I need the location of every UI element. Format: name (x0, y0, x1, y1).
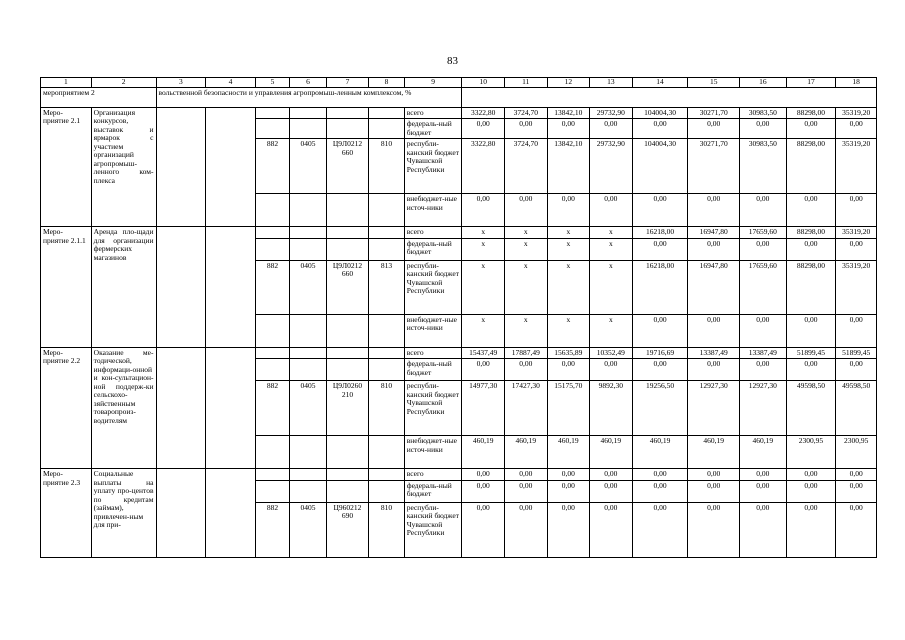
column-number: 10 (462, 78, 505, 88)
year-value: 0,00 (632, 469, 688, 481)
year-value: х (505, 260, 548, 314)
measure-id: Меро-приятие 2.1 (41, 107, 92, 227)
column-number: 8 (369, 78, 404, 88)
column-number: 9 (404, 78, 462, 88)
column-number: 3 (156, 78, 206, 88)
grbs-code (255, 107, 289, 119)
year-value: 16218,00 (632, 227, 688, 239)
year-value: 0,00 (740, 119, 787, 139)
column-number: 18 (836, 78, 877, 88)
measure-name: Организация конкурсов, выставок и ярмарок с участием организаций агропромыш-ленного ком-плекса (91, 107, 156, 227)
section-code (290, 436, 326, 469)
blank-cell (462, 87, 877, 107)
year-value: 13387,49 (688, 347, 740, 359)
year-value: х (590, 260, 633, 314)
funding-source: федераль-ный бюджет (404, 119, 462, 139)
measure-name: Аренда пло-щади для организации фермерских магазинов (91, 227, 156, 348)
year-value: 0,00 (590, 359, 633, 381)
year-value: 0,00 (632, 502, 688, 557)
year-value: 0,00 (740, 194, 787, 227)
year-value: 0,00 (836, 480, 877, 502)
year-value: 0,00 (836, 359, 877, 381)
year-value: 35319,20 (836, 260, 877, 314)
section-code: 0405 (290, 139, 326, 194)
grbs-code (255, 119, 289, 139)
blank-cell (156, 347, 206, 469)
expense-type-code (369, 480, 404, 502)
year-value: 16947,80 (688, 260, 740, 314)
section-code (290, 194, 326, 227)
year-value: х (462, 227, 505, 239)
column-number: 13 (590, 78, 633, 88)
section-code (290, 238, 326, 260)
grbs-code (255, 469, 289, 481)
blank-cell (156, 469, 206, 558)
year-value: 0,00 (688, 314, 740, 347)
year-value: 35319,20 (836, 227, 877, 239)
year-value: 29732,90 (590, 107, 633, 119)
year-value: 0,00 (688, 502, 740, 557)
year-value: 0,00 (590, 119, 633, 139)
expense-type-code (369, 314, 404, 347)
year-value: 0,00 (505, 359, 548, 381)
year-value: 2300,95 (786, 436, 836, 469)
column-number: 16 (740, 78, 787, 88)
funding-source: федераль-ный бюджет (404, 359, 462, 381)
year-value: 49598,50 (836, 381, 877, 436)
funding-source: внебюджет-ные источ-ники (404, 194, 462, 227)
year-value: 0,00 (505, 119, 548, 139)
funding-source: республи-канский бюджет Чувашской Республики (404, 139, 462, 194)
year-value: 0,00 (632, 314, 688, 347)
year-value: 0,00 (547, 502, 590, 557)
year-value: 460,19 (632, 436, 688, 469)
year-value: 3724,70 (505, 107, 548, 119)
year-value: х (590, 227, 633, 239)
section-code: 0405 (290, 502, 326, 557)
funding-source: республи-канский бюджет Чувашской Республики (404, 260, 462, 314)
year-value: 0,00 (462, 480, 505, 502)
year-value: х (547, 260, 590, 314)
year-value: х (505, 238, 548, 260)
column-number: 17 (786, 78, 836, 88)
year-value: 0,00 (740, 469, 787, 481)
grbs-code: 882 (255, 381, 289, 436)
year-value: 0,00 (740, 502, 787, 557)
year-value: 35319,20 (836, 107, 877, 119)
blank-cell (206, 227, 256, 348)
year-value: 49598,50 (786, 381, 836, 436)
target-article-code: Ц960212 690 (326, 502, 369, 557)
blank-cell (206, 107, 256, 227)
funding-source: всего (404, 347, 462, 359)
funding-source: республи-канский бюджет Чувашской Республики (404, 381, 462, 436)
measure-id: Меро-приятие 2.3 (41, 469, 92, 558)
expense-type-code: 813 (369, 260, 404, 314)
year-value: 0,00 (688, 238, 740, 260)
expense-type-code: 810 (369, 381, 404, 436)
column-number: 5 (255, 78, 289, 88)
year-value: 29732,90 (590, 139, 633, 194)
year-value: х (505, 227, 548, 239)
section-code: 0405 (290, 381, 326, 436)
target-article-code (326, 194, 369, 227)
year-value: 0,00 (786, 119, 836, 139)
year-value: 0,00 (688, 480, 740, 502)
year-value: 0,00 (740, 359, 787, 381)
section-code (290, 314, 326, 347)
page-number: 83 (447, 55, 458, 67)
year-value: 0,00 (688, 194, 740, 227)
year-value: 16218,00 (632, 260, 688, 314)
year-value: 0,00 (505, 469, 548, 481)
grbs-code (255, 359, 289, 381)
funding-source: федераль-ный бюджет (404, 480, 462, 502)
year-value: 19256,50 (632, 381, 688, 436)
year-value: 30983,50 (740, 107, 787, 119)
column-number: 4 (206, 78, 256, 88)
year-value: 0,00 (547, 480, 590, 502)
section-code (290, 107, 326, 119)
year-value: 0,00 (505, 502, 548, 557)
expense-type-code (369, 238, 404, 260)
year-value: х (462, 238, 505, 260)
table-row (41, 469, 877, 481)
year-value: 30271,70 (688, 107, 740, 119)
year-value: 460,19 (740, 436, 787, 469)
expense-type-code (369, 227, 404, 239)
column-number: 6 (290, 78, 326, 88)
table-row (41, 347, 877, 359)
blank-cell (156, 107, 206, 227)
target-article-code (326, 469, 369, 481)
year-value: 0,00 (836, 194, 877, 227)
year-value: 0,00 (688, 469, 740, 481)
funding-source: федераль-ный бюджет (404, 238, 462, 260)
year-value: 0,00 (786, 502, 836, 557)
year-value: 15635,89 (547, 347, 590, 359)
measure-id: Меро-приятие 2.1.1 (41, 227, 92, 348)
year-value: 0,00 (786, 314, 836, 347)
target-article-code (326, 107, 369, 119)
expense-type-code (369, 469, 404, 481)
year-value: 10352,49 (590, 347, 633, 359)
continuation-measure: мероприятием 2 (41, 87, 157, 107)
year-value: 0,00 (786, 469, 836, 481)
year-value: 12927,30 (688, 381, 740, 436)
grbs-code (255, 480, 289, 502)
target-article-code (326, 314, 369, 347)
target-article-code (326, 119, 369, 139)
year-value: 0,00 (740, 480, 787, 502)
year-value: 0,00 (836, 238, 877, 260)
section-code (290, 119, 326, 139)
year-value: 17659,60 (740, 227, 787, 239)
year-value: х (462, 314, 505, 347)
year-value: 88298,00 (786, 107, 836, 119)
expense-type-code (369, 347, 404, 359)
section-code: 0405 (290, 260, 326, 314)
year-value: 0,00 (547, 119, 590, 139)
grbs-code: 882 (255, 139, 289, 194)
year-value: 13387,49 (740, 347, 787, 359)
year-value: 0,00 (688, 359, 740, 381)
target-article-code (326, 227, 369, 239)
target-article-code (326, 238, 369, 260)
measure-name: Социальные выплаты на уплату про-центов по кредитам (займам), привлечен-ным для при- (91, 469, 156, 558)
funding-source: республи-канский бюджет Чувашской Республики (404, 502, 462, 557)
year-value: 15175,70 (547, 381, 590, 436)
year-value: 88298,00 (786, 139, 836, 194)
target-article-code (326, 359, 369, 381)
section-code (290, 480, 326, 502)
blank-cell (156, 227, 206, 348)
column-number: 7 (326, 78, 369, 88)
year-value: 9892,30 (590, 381, 633, 436)
year-value: 17887,49 (505, 347, 548, 359)
grbs-code (255, 347, 289, 359)
year-value: 460,19 (505, 436, 548, 469)
year-value: 0,00 (590, 469, 633, 481)
section-code (290, 359, 326, 381)
year-value: 0,00 (462, 359, 505, 381)
year-value: 104004,30 (632, 107, 688, 119)
year-value: 0,00 (740, 238, 787, 260)
year-value: х (547, 314, 590, 347)
section-code (290, 347, 326, 359)
year-value: 0,00 (547, 359, 590, 381)
grbs-code: 882 (255, 260, 289, 314)
column-number-row (41, 78, 877, 88)
year-value: 13842,10 (547, 107, 590, 119)
year-value: 30983,50 (740, 139, 787, 194)
year-value: 0,00 (740, 314, 787, 347)
target-article-code: Ц9Л0260 210 (326, 381, 369, 436)
expense-type-code (369, 119, 404, 139)
grbs-code (255, 314, 289, 347)
expense-type-code (369, 107, 404, 119)
year-value: 2300,95 (836, 436, 877, 469)
year-value: 35319,20 (836, 139, 877, 194)
year-value: 0,00 (632, 480, 688, 502)
continuation-indicator: вольственной безопасности и управления агропромыш-ленным комплексом, % (156, 87, 462, 107)
target-article-code: Ц9Л0212 660 (326, 260, 369, 314)
year-value: 30271,70 (688, 139, 740, 194)
funding-source: всего (404, 107, 462, 119)
year-value: 0,00 (786, 194, 836, 227)
section-code (290, 227, 326, 239)
year-value: 19716,69 (632, 347, 688, 359)
year-value: 0,00 (462, 194, 505, 227)
continuation-row (41, 87, 877, 107)
funding-source: внебюджет-ные источ-ники (404, 436, 462, 469)
year-value: 0,00 (462, 502, 505, 557)
year-value: 17659,60 (740, 260, 787, 314)
expense-type-code: 810 (369, 502, 404, 557)
year-value: 104004,30 (632, 139, 688, 194)
year-value: 16947,80 (688, 227, 740, 239)
year-value: 15437,49 (462, 347, 505, 359)
expense-type-code (369, 436, 404, 469)
year-value: 460,19 (547, 436, 590, 469)
year-value: 0,00 (836, 502, 877, 557)
year-value: х (590, 314, 633, 347)
year-value: 51899,45 (786, 347, 836, 359)
year-value: 0,00 (547, 194, 590, 227)
year-value: х (590, 238, 633, 260)
funding-source: всего (404, 469, 462, 481)
year-value: 0,00 (547, 469, 590, 481)
target-article-code (326, 347, 369, 359)
grbs-code (255, 227, 289, 239)
year-value: 51899,45 (836, 347, 877, 359)
target-article-code (326, 480, 369, 502)
funding-source: всего (404, 227, 462, 239)
year-value: 0,00 (505, 194, 548, 227)
year-value: 3724,70 (505, 139, 548, 194)
year-value: 0,00 (836, 469, 877, 481)
year-value: 3322,80 (462, 139, 505, 194)
year-value: 0,00 (590, 480, 633, 502)
year-value: х (547, 238, 590, 260)
year-value: 0,00 (590, 194, 633, 227)
year-value: 0,00 (786, 480, 836, 502)
year-value: 12927,30 (740, 381, 787, 436)
column-number: 2 (91, 78, 156, 88)
year-value: 0,00 (632, 119, 688, 139)
column-number: 12 (547, 78, 590, 88)
year-value: 0,00 (688, 119, 740, 139)
year-value: 0,00 (836, 119, 877, 139)
funding-source: внебюджет-ные источ-ники (404, 314, 462, 347)
year-value: 0,00 (462, 469, 505, 481)
grbs-code (255, 194, 289, 227)
year-value: 0,00 (786, 359, 836, 381)
blank-cell (206, 347, 256, 469)
year-value: 0,00 (786, 238, 836, 260)
column-number: 14 (632, 78, 688, 88)
column-number: 11 (505, 78, 548, 88)
target-article-code: Ц9Л0212 660 (326, 139, 369, 194)
year-value: 3322,80 (462, 107, 505, 119)
expense-type-code (369, 194, 404, 227)
grbs-code (255, 238, 289, 260)
column-number: 1 (41, 78, 92, 88)
year-value: 460,19 (688, 436, 740, 469)
year-value: 460,19 (462, 436, 505, 469)
expense-type-code (369, 359, 404, 381)
year-value: 0,00 (462, 119, 505, 139)
measure-id: Меро-приятие 2.2 (41, 347, 92, 469)
year-value: 0,00 (632, 194, 688, 227)
column-number: 15 (688, 78, 740, 88)
year-value: 0,00 (632, 238, 688, 260)
grbs-code: 882 (255, 502, 289, 557)
year-value: 17427,30 (505, 381, 548, 436)
table-row (41, 107, 877, 119)
year-value: х (505, 314, 548, 347)
grbs-code (255, 436, 289, 469)
year-value: 14977,30 (462, 381, 505, 436)
blank-cell (206, 469, 256, 558)
year-value: 88298,00 (786, 260, 836, 314)
year-value: х (462, 260, 505, 314)
year-value: х (547, 227, 590, 239)
year-value: 88298,00 (786, 227, 836, 239)
expense-type-code: 810 (369, 139, 404, 194)
section-code (290, 469, 326, 481)
year-value: 13842,10 (547, 139, 590, 194)
table-row (41, 227, 877, 239)
measure-name: Оказание ме-тодической, информаци-онной и кон-сультацион-ной поддерж-ки сельскохо-зяйственным товаропроиз-водителям (91, 347, 156, 469)
year-value: 0,00 (505, 480, 548, 502)
year-value: 460,19 (590, 436, 633, 469)
year-value: 0,00 (632, 359, 688, 381)
target-article-code (326, 436, 369, 469)
year-value: 0,00 (590, 502, 633, 557)
year-value: 0,00 (836, 314, 877, 347)
budget-table (40, 77, 877, 558)
